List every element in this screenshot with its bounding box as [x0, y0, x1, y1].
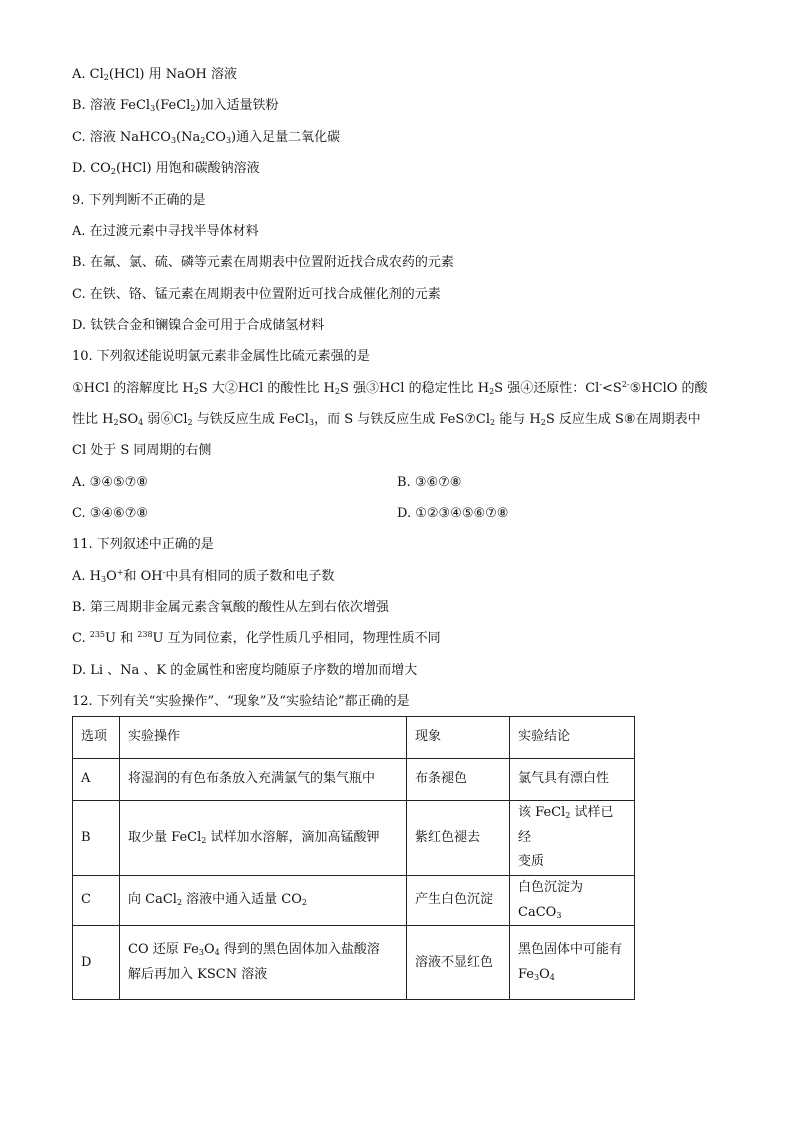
q9-option-a: A. 在过渡元素中寻找半导体材料 [72, 224, 259, 239]
row-option: D [73, 926, 120, 1000]
q10-statements-line2: 性比 $H_2SO_4$ 弱$⑥Cl_2$ 与铁反应生成 FeCl$_3$，而 S 与铁反应生成 $FeS⑦Cl_2$ 能与 $H_2S$ 反应生成 S⑧在周期表中 [72, 412, 701, 427]
q10-statements-line3: Cl 处于 S 同周期的右侧 [72, 443, 212, 458]
q10-option-a: A. ③④⑤⑦⑧ [72, 475, 148, 490]
table-header-row [73, 717, 635, 759]
q8-option-b: B. 溶液 FeCl$_3$(FeCl$_2$)加入适量铁粉 [72, 98, 279, 113]
q9-stem: 9. 下列判断不正确的是 [72, 193, 206, 208]
q11-option-a: A. $H_3O^+$和 OH-中具有相同的质子数和电子数 [72, 568, 335, 584]
q12-stem: 12. 下列有关“实验操作”、“现象”及“实验结论”都正确的是 [72, 694, 410, 709]
row-operation: CO 还原 $Fe_3O_4$ 得到的黑色固体加入盐酸溶 解后再加入 KSCN 溶液 [120, 926, 407, 1000]
row-operation: 向 CaCl$_2$ 溶液中通入适量 $CO_2$ [120, 876, 407, 926]
header-phenomenon: 现象 [407, 717, 510, 759]
q9-option-c: C. 在铁、铬、锰元素在周期表中位置附近可找合成催化剂的元素 [72, 287, 441, 302]
header-conclusion: 实验结论 [510, 717, 635, 759]
table-row [73, 926, 635, 1000]
header-option: 选项 [73, 717, 120, 759]
q11-option-d: D. Li 、Na 、K 的金属性和密度均随原子序数的增加而增大 [72, 663, 418, 678]
experiment-table [72, 716, 635, 1000]
row-option: A [73, 759, 120, 801]
q10-option-b: B. ③⑥⑦⑧ [397, 475, 462, 490]
row-conclusion: 黑色固体中可能有 $Fe_3O_4$ [510, 926, 635, 1000]
q11-option-b: B. 第三周期非金属元素含氧酸的酸性从左到右依次增强 [72, 600, 389, 615]
q10-option-c: C. ③④⑥⑦⑧ [72, 506, 149, 521]
row-phenomenon: 产生白色沉淀 [407, 876, 510, 926]
row-phenomenon: 紫红色褪去 [407, 801, 510, 876]
q9-option-d: D. 钛铁合金和镧镍合金可用于合成储氢材料 [72, 318, 325, 333]
row-conclusion: 白色沉淀为 CaCO$_3$ [510, 876, 635, 926]
row-phenomenon: 溶液不显红色 [407, 926, 510, 1000]
q10-statements-line1: ①HCl 的溶解度比 $H_2S$ 大②HCl 的酸性比 $H_2S$ 强③HCl 的稳定性比 $H_2S$ 强④还原性：$Cl^-<S^{2-}⑤HClO$ 的酸 [72, 380, 708, 396]
row-option: C [73, 876, 120, 926]
row-phenomenon: 布条褪色 [407, 759, 510, 801]
row-option: B [73, 801, 120, 876]
table-row [73, 876, 635, 926]
q11-option-c: C. $^{235}$U 和 $^{238}$U 互为同位素，化学性质几乎相同，物理性质不同 [72, 630, 441, 646]
q8-option-c: C. 溶液 $NaHCO_3(Na_2CO_3)$通入足量二氧化碳 [72, 130, 341, 145]
row-operation: 将湿润的有色布条放入充满氯气的集气瓶中 [120, 759, 407, 801]
row-conclusion: 氯气具有漂白性 [510, 759, 635, 801]
q11-stem: 11. 下列叙述中正确的是 [72, 537, 214, 552]
table-row [73, 801, 635, 876]
header-operation: 实验操作 [120, 717, 407, 759]
q8-option-a: A. $Cl_2(HCl)$ 用 NaOH 溶液 [72, 67, 237, 82]
q10-stem: 10. 下列叙述能说明氯元素非金属性比硫元素强的是 [72, 349, 370, 364]
row-operation: 取少量 FeCl$_2$ 试样加水溶解，滴加高锰酸钾 [120, 801, 407, 876]
table-row [73, 759, 635, 801]
q8-option-d: D. $CO_2(HCl)$ 用饱和碳酸钠溶液 [72, 161, 260, 176]
q9-option-b: B. 在氟、氯、硫、磷等元素在周期表中位置附近找合成农药的元素 [72, 255, 454, 270]
q10-option-d: D. ①②③④⑤⑥⑦⑧ [397, 506, 509, 521]
row-conclusion: 该 FeCl$_2$ 试样已经 变质 [510, 801, 635, 876]
